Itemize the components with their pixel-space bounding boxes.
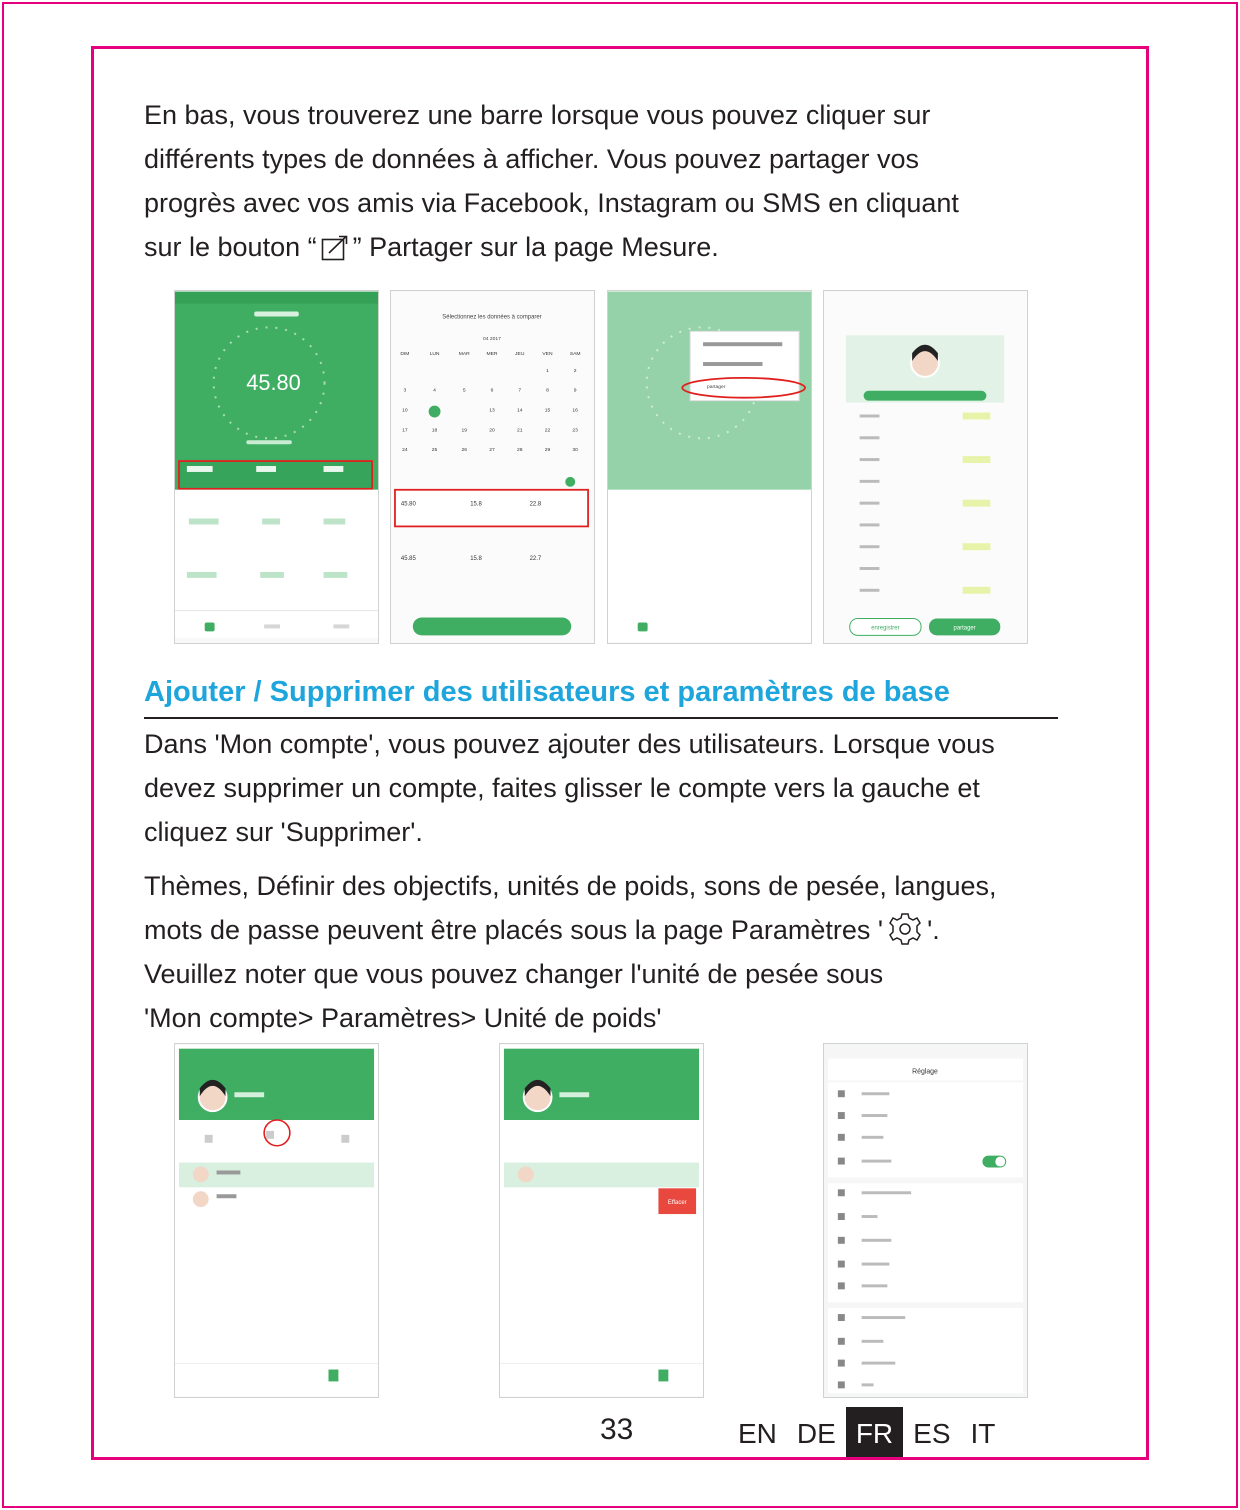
intro-paragraph — [144, 93, 959, 269]
accounts-line-2: devez supprimer un compte, faites glisser le compte vers la gauche et — [144, 773, 980, 803]
calendar-day[interactable]: 3 — [403, 388, 407, 394]
accounts-paragraph — [144, 722, 995, 854]
settings-line-2: mots de passe peuvent être placés sous la page Paramètres ' '. — [144, 908, 997, 952]
settings-line-1: Thèmes, Définir des objectifs, unités de poids, sons de pesée, langues, — [144, 871, 997, 901]
calendar-day[interactable]: 16 — [572, 408, 578, 414]
calendar-day[interactable]: 28 — [516, 448, 523, 454]
page-number: 33 — [600, 1413, 634, 1446]
compare-row-a-fat: 22.8 — [529, 501, 542, 508]
settings-screen — [824, 1044, 1027, 1397]
calendar-day[interactable]: 13 — [489, 408, 495, 414]
calendar-day[interactable]: 5 — [462, 388, 466, 394]
calendar-day[interactable]: 10 — [402, 408, 408, 414]
calendar-weekday: MAR — [458, 352, 470, 358]
compare-row-a-bmi: 15.8 — [470, 501, 482, 508]
calendar-day[interactable]: 27 — [489, 448, 495, 454]
calendar-weekday: JEU — [515, 352, 525, 358]
calendar-day[interactable]: 23 — [572, 428, 578, 434]
language-fr: FR — [846, 1407, 903, 1457]
calendar-day[interactable]: 12 — [461, 410, 468, 416]
calendar-day[interactable]: 18 — [431, 428, 438, 434]
calendar-day[interactable]: 19 — [461, 428, 468, 434]
calendar-day[interactable]: 4 — [433, 388, 436, 394]
weight-value: 45.80 — [246, 369, 301, 395]
add-user-screen — [175, 1044, 378, 1397]
screenshot-compare — [390, 290, 595, 644]
language-en: EN — [738, 1418, 777, 1449]
calendar-day[interactable]: 21 — [516, 428, 523, 434]
calendar-weekday: DIM — [400, 352, 410, 358]
share-preview-screen — [824, 291, 1027, 643]
calendar-day[interactable]: 24 — [402, 448, 408, 454]
delete-user-screen — [500, 1044, 703, 1397]
calendar-day[interactable]: 22 — [544, 428, 551, 434]
calendar-day[interactable]: 25 — [431, 448, 438, 454]
heading-underline — [144, 717, 1058, 719]
intro-line-3: progrès avec vos amis via Facebook, Instagram ou SMS en cliquant — [144, 188, 959, 218]
compare-screen — [391, 291, 594, 643]
language-de: DE — [796, 1418, 836, 1449]
calendar-day[interactable]: 26 — [461, 448, 468, 454]
calendar-month: 04 2017 — [483, 337, 501, 343]
screenshot-share-menu — [607, 290, 812, 644]
compare-row-b-bmi: 15.8 — [470, 556, 482, 563]
compare-row-b-fat: 22.7 — [529, 556, 542, 563]
screenshot-add-user — [174, 1043, 379, 1398]
language-it: IT — [970, 1418, 996, 1449]
calendar-day[interactable]: 7 — [518, 388, 522, 394]
share-menu-screen — [608, 291, 811, 643]
calendar-weekday: LUN — [429, 352, 440, 358]
compare-row-b-weight: 45.85 — [400, 556, 416, 563]
share-button: partager — [953, 625, 976, 632]
calendar-day[interactable]: 1 — [546, 368, 549, 374]
calendar-day[interactable]: 15 — [544, 408, 551, 414]
share-menu-item: partager — [707, 384, 726, 390]
settings-line-4: 'Mon compte> Paramètres> Unité de poids' — [144, 1003, 662, 1033]
screenshot-delete-user — [499, 1043, 704, 1398]
language-selector — [728, 1407, 1005, 1457]
calendar-day[interactable]: 20 — [489, 428, 495, 434]
intro-line-1: En bas, vous trouverez une barre lorsque vous pouvez cliquer sur — [144, 100, 931, 130]
settings-title: Réglage — [912, 1068, 938, 1076]
calendar-day[interactable]: 29 — [544, 448, 551, 454]
calendar-day[interactable]: 30 — [572, 448, 578, 454]
calendar-day[interactable]: 14 — [516, 408, 523, 414]
screenshot-settings — [823, 1043, 1028, 1398]
calendar-weekday: VEN — [542, 352, 553, 358]
settings-line-3: Veuillez noter que vous pouvez changer l'unité de pesée sous — [144, 959, 884, 989]
settings-paragraph — [144, 864, 997, 1040]
calendar-day[interactable]: 6 — [490, 388, 494, 394]
calendar-weekday: SAM — [569, 352, 581, 358]
gear-icon — [883, 909, 927, 949]
share-icon — [321, 235, 349, 261]
calendar-weekday: MER — [486, 352, 498, 358]
screenshot-share-preview — [823, 290, 1028, 644]
delete-button: Effacer — [667, 1200, 687, 1207]
screenshot-measure — [174, 290, 379, 644]
save-button: enregistrer — [871, 625, 900, 632]
compare-row-a-weight: 45.80 — [400, 501, 416, 508]
section-heading: Ajouter / Supprimer des utilisateurs et paramètres de base — [144, 676, 950, 708]
calendar-day[interactable]: 17 — [402, 428, 408, 434]
calendar-day[interactable]: 9 — [573, 388, 577, 394]
accounts-line-1: Dans 'Mon compte', vous pouvez ajouter des utilisateurs. Lorsque vous — [144, 729, 995, 759]
intro-line-2: différents types de données à afficher. Vous pouvez partager vos — [144, 144, 920, 174]
compare-header: Sélectionnez les données à comparer — [442, 314, 542, 321]
calendar-day[interactable]: 8 — [546, 388, 549, 394]
intro-line-4: sur le bouton “ ” Partager sur la page Mesure. — [144, 232, 719, 262]
calendar-day[interactable]: 2 — [573, 368, 577, 374]
accounts-line-3: cliquez sur 'Supprimer'. — [144, 817, 423, 847]
language-es: ES — [913, 1418, 951, 1449]
measure-screen — [175, 291, 378, 643]
